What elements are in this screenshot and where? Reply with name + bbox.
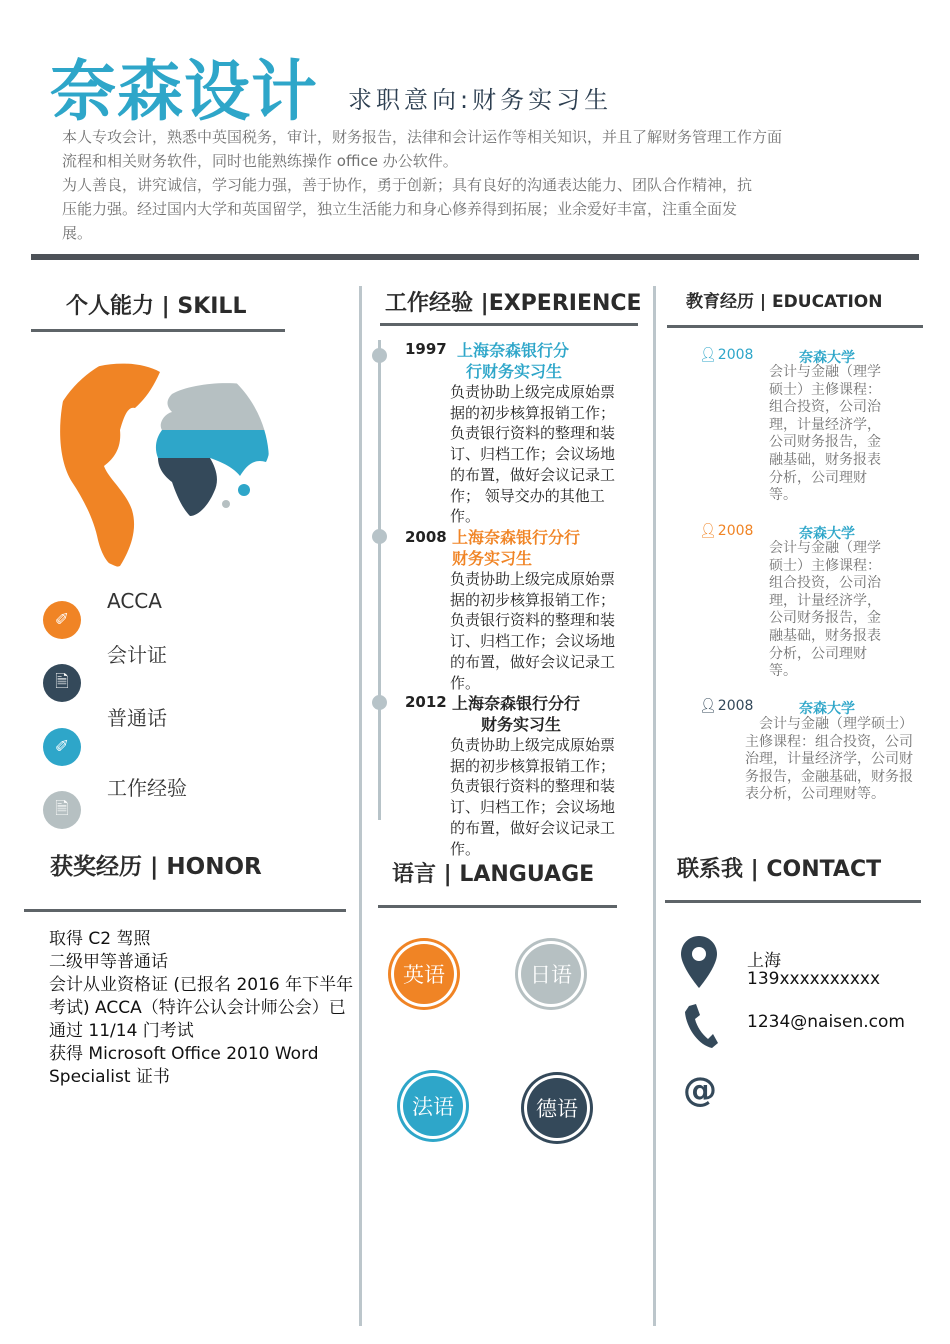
person-icon: 👤︎ (699, 523, 717, 539)
experience-desc-line: 负责银行资料的整理和装 (450, 611, 616, 630)
language-title-rule (378, 905, 617, 908)
phone-icon (684, 1003, 718, 1049)
education-desc-line: 表分析，公司理财等。 (745, 786, 885, 803)
experience-desc-line: 负责银行资料的整理和装 (450, 777, 616, 796)
column-divider-left (359, 286, 362, 1326)
contact-phone: 139xxxxxxxxxx (747, 969, 881, 989)
world-map-graphic (40, 350, 280, 570)
experience-title-rule (380, 323, 638, 326)
education-desc-line: 等。 (769, 487, 797, 504)
experience-desc-line: 作。 (450, 673, 481, 692)
skill-label-mandarin: 普通话 (107, 706, 167, 730)
honor-item: 会计从业资格证 (已报名 2016 年下半年 (49, 975, 354, 995)
experience-title: 财务实习生 (481, 715, 562, 734)
education-desc-line: 等。 (769, 663, 797, 680)
education-desc-line: 会计与金融（理学 (769, 540, 881, 556)
language-label: 德语 (536, 1097, 578, 1121)
experience-desc-line: 负责银行资料的整理和装 (450, 424, 616, 443)
experience-desc-line: 作。 (450, 839, 481, 858)
job-intent: 求职意向:财务实习生 (348, 86, 613, 114)
education-description (745, 716, 913, 803)
skill-label-accounting: 会计证 (107, 643, 167, 667)
education-desc-line: 融基础，财务报表 (769, 627, 881, 644)
experience-desc-line: 订、归档工作；会议场地 (450, 445, 616, 464)
experience-title: 上海奈森银行分行 (452, 694, 581, 713)
header-divider (31, 254, 919, 260)
education-desc-line: 组合投资，公司治 (769, 575, 881, 592)
education-desc-line: 硕士）主修课程： (769, 557, 881, 574)
education-desc-line: 理，计量经济学， (769, 416, 881, 433)
language-section-title: 语言 | LANGUAGE (392, 862, 595, 887)
contact-title-rule (665, 900, 921, 903)
education-school: 奈森大学 (799, 526, 855, 542)
education-desc-line: 会计与金融（理学硕士） (759, 716, 913, 732)
education-desc-line: 组合投资，公司治 (769, 399, 881, 416)
experience-description (450, 735, 630, 859)
language-french-circle (403, 1076, 463, 1136)
education-desc-line: 公司财务报告，金 (769, 434, 881, 451)
email-at-icon: @ (683, 1070, 717, 1110)
experience-title: 上海奈森银行分 (457, 341, 570, 360)
contact-section-title: 联系我 | CONTACT (677, 857, 882, 882)
skill-label-work-experience: 工作经验 (107, 776, 187, 800)
pen-icon: ✐ (43, 728, 81, 766)
pen-icon: ✐ (43, 601, 81, 639)
honor-title-rule (24, 909, 346, 912)
document-icon: 🗎 (43, 664, 81, 702)
language-label: 日语 (530, 963, 572, 987)
education-desc-line: 主修课程：组合投资，公司 (745, 733, 913, 750)
intro-line: 本人专攻会计，熟悉中英国税务，审计，财务报告，法律和会计运作等相关知识，并且了解财务管理工作方面 (62, 128, 783, 146)
contact-city: 上海 (747, 951, 781, 971)
experience-desc-line: 订、归档工作；会议场地 (450, 632, 616, 651)
honor-item: 取得 C2 驾照 (49, 929, 151, 949)
honor-list (49, 928, 353, 1089)
honor-item: Specialist 证书 (49, 1067, 170, 1087)
experience-title: 行财务实习生 (466, 362, 563, 381)
language-label: 英语 (403, 963, 445, 987)
skill-title-rule (31, 329, 285, 332)
education-title-rule (667, 325, 923, 328)
honor-item: 通过 11/14 门考试 (49, 1021, 194, 1041)
brand-title: 奈森设计 (50, 53, 318, 130)
location-pin-icon (680, 935, 718, 989)
education-desc-line: 会计与金融（理学 (769, 364, 881, 380)
person-icon: 👤︎ (699, 347, 717, 363)
education-desc-line: 理，计量经济学， (769, 592, 881, 609)
experience-desc-line: 负责协助上级完成原始票 (450, 383, 616, 401)
experience-title: 上海奈森银行分行 (452, 528, 581, 547)
education-desc-line: 硕士）主修课程： (769, 381, 881, 398)
education-description (769, 540, 881, 681)
experience-year: 1997 (405, 340, 447, 358)
experience-desc-line: 订、归档工作；会议场地 (450, 798, 616, 817)
experience-desc-line: 据的初步核算报销工作； (450, 403, 616, 422)
person-icon: 👤︎ (699, 698, 717, 714)
honor-section-title: 获奖经历 | HONOR (50, 854, 262, 880)
education-year (699, 523, 753, 539)
education-school: 奈森大学 (799, 701, 855, 717)
intro-line: 流程和相关财务软件，同时也能熟练操作 office 办公软件。 (62, 152, 458, 170)
contact-email[interactable]: 1234@naisen.com (747, 1012, 905, 1032)
education-year-text: 2008 (717, 523, 754, 539)
education-desc-line: 分析，公司理财 (769, 645, 867, 662)
experience-year: 2008 (405, 528, 447, 546)
experience-desc-line: 的布置，做好会议记录工 (450, 465, 616, 484)
education-section-title: 教育经历 | EDUCATION (686, 292, 883, 312)
experience-title: 财务实习生 (452, 549, 533, 568)
education-year (699, 698, 753, 714)
honor-item: 考试) ACCA（特许公认会计师公会）已 (49, 998, 346, 1018)
honor-item: 获得 Microsoft Office 2010 Word (49, 1044, 319, 1064)
education-year-text: 2008 (717, 347, 754, 363)
experience-desc-line: 作； 领导交办的其他工 (450, 486, 605, 505)
intro-line: 展。 (62, 224, 93, 242)
experience-desc-line: 负责协助上级完成原始票 (450, 736, 616, 754)
experience-section-title: 工作经验 |EXPERIENCE (385, 291, 642, 316)
document-icon: 🗎 (43, 791, 81, 829)
intro-line: 为人善良，讲究诚信，学习能力强，善于协作，勇于创新；具有良好的沟通表达能力、团队合作精神，抗 (62, 176, 753, 194)
column-divider-right (653, 286, 656, 1326)
experience-timeline (378, 340, 381, 820)
skill-section-title: 个人能力 | SKILL (66, 294, 247, 319)
timeline-dot (372, 695, 387, 710)
education-desc-line: 治理，计量经济学，公司财 (745, 751, 913, 768)
language-japanese-circle (521, 944, 581, 1004)
intro-line: 压能力强。经过国内大学和英国留学，独立生活能力和身心修养得到拓展；业余爱好丰富，注重全面发 (62, 200, 738, 218)
experience-desc-line: 的布置，做好会议记录工 (450, 652, 616, 671)
experience-desc-line: 据的初步核算报销工作； (450, 756, 616, 775)
language-english-circle (394, 944, 454, 1004)
language-label: 法语 (412, 1095, 454, 1119)
education-school: 奈森大学 (799, 350, 855, 366)
experience-desc-line: 的布置，做好会议记录工 (450, 818, 616, 837)
skill-label-acca: ACCA (107, 589, 162, 613)
experience-desc-line: 作。 (450, 507, 481, 526)
timeline-dot (372, 348, 387, 363)
education-desc-line: 融基础，财务报表 (769, 451, 881, 468)
education-desc-line: 分析，公司理财 (769, 469, 867, 486)
education-desc-line: 务报告，金融基础，财务报 (745, 768, 913, 785)
experience-description (450, 569, 630, 693)
timeline-dot (372, 529, 387, 544)
language-german-circle (527, 1078, 587, 1138)
honor-item: 二级甲等普通话 (49, 952, 168, 972)
education-year-text: 2008 (717, 698, 754, 714)
experience-year: 2012 (405, 693, 447, 711)
education-desc-line: 公司财务报告，金 (769, 610, 881, 627)
education-description (769, 364, 881, 505)
experience-desc-line: 据的初步核算报销工作； (450, 590, 616, 609)
education-year (699, 347, 753, 363)
experience-description (450, 382, 630, 527)
experience-desc-line: 负责协助上级完成原始票 (450, 570, 616, 588)
